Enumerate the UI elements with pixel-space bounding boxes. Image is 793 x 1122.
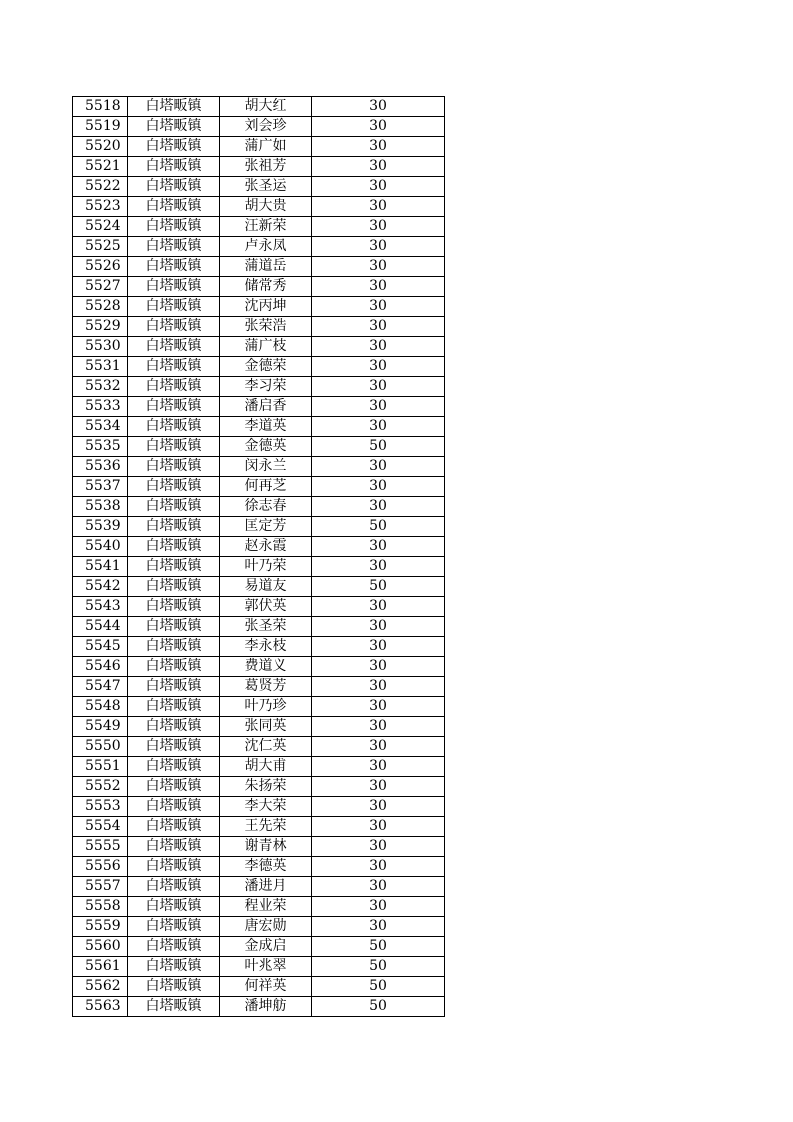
row-name-cell: 蒲广枝	[220, 337, 312, 357]
table-row	[73, 737, 445, 757]
row-town-cell: 白塔畈镇	[128, 437, 220, 457]
row-town-cell: 白塔畈镇	[128, 637, 220, 657]
row-amount-cell: 30	[312, 197, 445, 217]
row-id-cell: 5533	[73, 397, 128, 417]
row-id-cell: 5551	[73, 757, 128, 777]
row-name-cell: 叶乃珍	[220, 697, 312, 717]
row-id-cell: 5550	[73, 737, 128, 757]
row-town-cell: 白塔畈镇	[128, 297, 220, 317]
row-id-cell: 5534	[73, 417, 128, 437]
row-name-cell: 胡大甫	[220, 757, 312, 777]
row-amount-cell: 30	[312, 537, 445, 557]
row-amount-cell: 30	[312, 137, 445, 157]
row-town-cell: 白塔畈镇	[128, 397, 220, 417]
row-amount-cell: 30	[312, 597, 445, 617]
table-row	[73, 837, 445, 857]
row-name-cell: 费道义	[220, 657, 312, 677]
row-name-cell: 张同英	[220, 717, 312, 737]
row-name-cell: 张祖芳	[220, 157, 312, 177]
row-town-cell: 白塔畈镇	[128, 837, 220, 857]
table-row	[73, 637, 445, 657]
row-id-cell: 5541	[73, 557, 128, 577]
table-row	[73, 477, 445, 497]
table-row	[73, 817, 445, 837]
data-table	[72, 96, 445, 1017]
row-name-cell: 李永枝	[220, 637, 312, 657]
table-row	[73, 517, 445, 537]
row-name-cell: 赵永霞	[220, 537, 312, 557]
row-town-cell: 白塔畈镇	[128, 737, 220, 757]
row-name-cell: 沈仁英	[220, 737, 312, 757]
row-id-cell: 5546	[73, 657, 128, 677]
row-town-cell: 白塔畈镇	[128, 317, 220, 337]
row-id-cell: 5537	[73, 477, 128, 497]
table-row	[73, 297, 445, 317]
table-row	[73, 857, 445, 877]
row-amount-cell: 30	[312, 157, 445, 177]
row-town-cell: 白塔畈镇	[128, 477, 220, 497]
row-id-cell: 5528	[73, 297, 128, 317]
row-name-cell: 葛贤芳	[220, 677, 312, 697]
row-amount-cell: 30	[312, 257, 445, 277]
row-town-cell: 白塔畈镇	[128, 757, 220, 777]
table-row	[73, 97, 445, 117]
table-row	[73, 357, 445, 377]
row-town-cell: 白塔畈镇	[128, 257, 220, 277]
row-name-cell: 徐志春	[220, 497, 312, 517]
row-id-cell: 5563	[73, 997, 128, 1017]
row-amount-cell: 30	[312, 397, 445, 417]
table-body	[73, 97, 445, 1017]
row-amount-cell: 50	[312, 437, 445, 457]
row-name-cell: 何再芝	[220, 477, 312, 497]
row-town-cell: 白塔畈镇	[128, 357, 220, 377]
table-row	[73, 977, 445, 997]
row-town-cell: 白塔畈镇	[128, 377, 220, 397]
row-town-cell: 白塔畈镇	[128, 697, 220, 717]
row-town-cell: 白塔畈镇	[128, 417, 220, 437]
row-name-cell: 金德英	[220, 437, 312, 457]
row-town-cell: 白塔畈镇	[128, 537, 220, 557]
row-name-cell: 李习荣	[220, 377, 312, 397]
row-town-cell: 白塔畈镇	[128, 457, 220, 477]
row-name-cell: 李道英	[220, 417, 312, 437]
row-town-cell: 白塔畈镇	[128, 497, 220, 517]
row-amount-cell: 50	[312, 977, 445, 997]
table-row	[73, 157, 445, 177]
row-id-cell: 5538	[73, 497, 128, 517]
row-town-cell: 白塔畈镇	[128, 137, 220, 157]
row-town-cell: 白塔畈镇	[128, 157, 220, 177]
row-town-cell: 白塔畈镇	[128, 857, 220, 877]
row-id-cell: 5558	[73, 897, 128, 917]
row-town-cell: 白塔畈镇	[128, 277, 220, 297]
row-amount-cell: 30	[312, 337, 445, 357]
row-name-cell: 叶乃荣	[220, 557, 312, 577]
row-town-cell: 白塔畈镇	[128, 677, 220, 697]
row-id-cell: 5552	[73, 777, 128, 797]
row-name-cell: 闵永兰	[220, 457, 312, 477]
row-town-cell: 白塔畈镇	[128, 877, 220, 897]
row-amount-cell: 30	[312, 657, 445, 677]
row-amount-cell: 50	[312, 957, 445, 977]
row-amount-cell: 30	[312, 797, 445, 817]
row-id-cell: 5559	[73, 917, 128, 937]
table-row	[73, 957, 445, 977]
row-amount-cell: 30	[312, 917, 445, 937]
table-row	[73, 717, 445, 737]
row-amount-cell: 50	[312, 937, 445, 957]
row-name-cell: 朱扬荣	[220, 777, 312, 797]
row-id-cell: 5527	[73, 277, 128, 297]
row-amount-cell: 30	[312, 177, 445, 197]
row-amount-cell: 30	[312, 317, 445, 337]
row-name-cell: 卢永凤	[220, 237, 312, 257]
table-row	[73, 537, 445, 557]
row-amount-cell: 30	[312, 757, 445, 777]
row-town-cell: 白塔畈镇	[128, 237, 220, 257]
table-row	[73, 237, 445, 257]
row-id-cell: 5547	[73, 677, 128, 697]
table-row	[73, 197, 445, 217]
table-row	[73, 117, 445, 137]
table-row	[73, 597, 445, 617]
table-row	[73, 437, 445, 457]
row-town-cell: 白塔畈镇	[128, 657, 220, 677]
row-id-cell: 5553	[73, 797, 128, 817]
row-amount-cell: 30	[312, 677, 445, 697]
row-id-cell: 5560	[73, 937, 128, 957]
table-row	[73, 417, 445, 437]
row-town-cell: 白塔畈镇	[128, 997, 220, 1017]
table-row	[73, 377, 445, 397]
row-name-cell: 王先荣	[220, 817, 312, 837]
table-row	[73, 897, 445, 917]
row-amount-cell: 30	[312, 717, 445, 737]
row-id-cell: 5540	[73, 537, 128, 557]
row-town-cell: 白塔畈镇	[128, 817, 220, 837]
table-row	[73, 217, 445, 237]
row-town-cell: 白塔畈镇	[128, 117, 220, 137]
row-town-cell: 白塔畈镇	[128, 717, 220, 737]
row-id-cell: 5556	[73, 857, 128, 877]
row-amount-cell: 30	[312, 417, 445, 437]
row-town-cell: 白塔畈镇	[128, 617, 220, 637]
row-id-cell: 5554	[73, 817, 128, 837]
table-row	[73, 617, 445, 637]
row-amount-cell: 30	[312, 497, 445, 517]
row-name-cell: 谢青林	[220, 837, 312, 857]
row-amount-cell: 30	[312, 477, 445, 497]
row-amount-cell: 30	[312, 637, 445, 657]
row-amount-cell: 30	[312, 837, 445, 857]
row-id-cell: 5561	[73, 957, 128, 977]
row-id-cell: 5526	[73, 257, 128, 277]
row-name-cell: 张圣荣	[220, 617, 312, 637]
row-name-cell: 唐宏勋	[220, 917, 312, 937]
row-amount-cell: 30	[312, 297, 445, 317]
row-id-cell: 5522	[73, 177, 128, 197]
table-row	[73, 797, 445, 817]
row-name-cell: 汪新荣	[220, 217, 312, 237]
table-row	[73, 137, 445, 157]
row-amount-cell: 30	[312, 217, 445, 237]
row-id-cell: 5562	[73, 977, 128, 997]
row-id-cell: 5518	[73, 97, 128, 117]
table-row	[73, 317, 445, 337]
row-id-cell: 5548	[73, 697, 128, 717]
row-amount-cell: 30	[312, 617, 445, 637]
row-town-cell: 白塔畈镇	[128, 517, 220, 537]
table-row	[73, 757, 445, 777]
row-town-cell: 白塔畈镇	[128, 217, 220, 237]
table-row	[73, 337, 445, 357]
row-town-cell: 白塔畈镇	[128, 557, 220, 577]
table-row	[73, 697, 445, 717]
row-amount-cell: 30	[312, 697, 445, 717]
row-id-cell: 5539	[73, 517, 128, 537]
row-id-cell: 5545	[73, 637, 128, 657]
table-row	[73, 657, 445, 677]
row-town-cell: 白塔畈镇	[128, 777, 220, 797]
row-id-cell: 5543	[73, 597, 128, 617]
row-id-cell: 5544	[73, 617, 128, 637]
table-row	[73, 917, 445, 937]
table-row	[73, 557, 445, 577]
row-name-cell: 张圣运	[220, 177, 312, 197]
row-amount-cell: 30	[312, 117, 445, 137]
table-row	[73, 777, 445, 797]
row-name-cell: 匡定芳	[220, 517, 312, 537]
row-amount-cell: 50	[312, 997, 445, 1017]
row-town-cell: 白塔畈镇	[128, 97, 220, 117]
row-name-cell: 易道友	[220, 577, 312, 597]
row-amount-cell: 30	[312, 457, 445, 477]
row-amount-cell: 30	[312, 237, 445, 257]
row-amount-cell: 50	[312, 517, 445, 537]
row-id-cell: 5525	[73, 237, 128, 257]
row-name-cell: 程业荣	[220, 897, 312, 917]
table-row	[73, 997, 445, 1017]
row-name-cell: 蒲广如	[220, 137, 312, 157]
row-name-cell: 金德荣	[220, 357, 312, 377]
row-amount-cell: 30	[312, 817, 445, 837]
table-row	[73, 937, 445, 957]
row-amount-cell: 30	[312, 737, 445, 757]
row-name-cell: 潘启香	[220, 397, 312, 417]
row-town-cell: 白塔畈镇	[128, 977, 220, 997]
row-town-cell: 白塔畈镇	[128, 577, 220, 597]
row-amount-cell: 30	[312, 357, 445, 377]
row-amount-cell: 30	[312, 857, 445, 877]
row-id-cell: 5524	[73, 217, 128, 237]
row-id-cell: 5536	[73, 457, 128, 477]
row-id-cell: 5549	[73, 717, 128, 737]
row-id-cell: 5531	[73, 357, 128, 377]
row-town-cell: 白塔畈镇	[128, 937, 220, 957]
row-town-cell: 白塔畈镇	[128, 197, 220, 217]
row-name-cell: 潘坤舫	[220, 997, 312, 1017]
row-town-cell: 白塔畈镇	[128, 337, 220, 357]
row-id-cell: 5529	[73, 317, 128, 337]
row-amount-cell: 30	[312, 377, 445, 397]
row-amount-cell: 30	[312, 557, 445, 577]
row-name-cell: 胡大红	[220, 97, 312, 117]
row-id-cell: 5557	[73, 877, 128, 897]
row-amount-cell: 30	[312, 97, 445, 117]
row-id-cell: 5520	[73, 137, 128, 157]
row-town-cell: 白塔畈镇	[128, 797, 220, 817]
row-name-cell: 蒲道岳	[220, 257, 312, 277]
row-name-cell: 叶兆翠	[220, 957, 312, 977]
row-id-cell: 5523	[73, 197, 128, 217]
row-name-cell: 郭伏英	[220, 597, 312, 617]
row-town-cell: 白塔畈镇	[128, 597, 220, 617]
row-name-cell: 刘会珍	[220, 117, 312, 137]
row-id-cell: 5521	[73, 157, 128, 177]
row-name-cell: 何祥英	[220, 977, 312, 997]
row-amount-cell: 30	[312, 877, 445, 897]
row-name-cell: 金成启	[220, 937, 312, 957]
row-name-cell: 潘进月	[220, 877, 312, 897]
table-row	[73, 677, 445, 697]
row-amount-cell: 30	[312, 897, 445, 917]
row-name-cell: 李大荣	[220, 797, 312, 817]
row-name-cell: 胡大贵	[220, 197, 312, 217]
row-id-cell: 5519	[73, 117, 128, 137]
row-town-cell: 白塔畈镇	[128, 957, 220, 977]
row-name-cell: 沈丙坤	[220, 297, 312, 317]
row-name-cell: 储常秀	[220, 277, 312, 297]
table-row	[73, 277, 445, 297]
table-row	[73, 177, 445, 197]
row-id-cell: 5555	[73, 837, 128, 857]
row-town-cell: 白塔畈镇	[128, 897, 220, 917]
table-row	[73, 457, 445, 477]
row-amount-cell: 50	[312, 577, 445, 597]
row-id-cell: 5532	[73, 377, 128, 397]
row-amount-cell: 30	[312, 277, 445, 297]
table-row	[73, 497, 445, 517]
table-row	[73, 577, 445, 597]
table-row	[73, 257, 445, 277]
row-name-cell: 张荣浩	[220, 317, 312, 337]
row-amount-cell: 30	[312, 777, 445, 797]
row-town-cell: 白塔畈镇	[128, 917, 220, 937]
row-id-cell: 5530	[73, 337, 128, 357]
row-name-cell: 李德英	[220, 857, 312, 877]
row-town-cell: 白塔畈镇	[128, 177, 220, 197]
table-row	[73, 877, 445, 897]
table-row	[73, 397, 445, 417]
row-id-cell: 5542	[73, 577, 128, 597]
row-id-cell: 5535	[73, 437, 128, 457]
